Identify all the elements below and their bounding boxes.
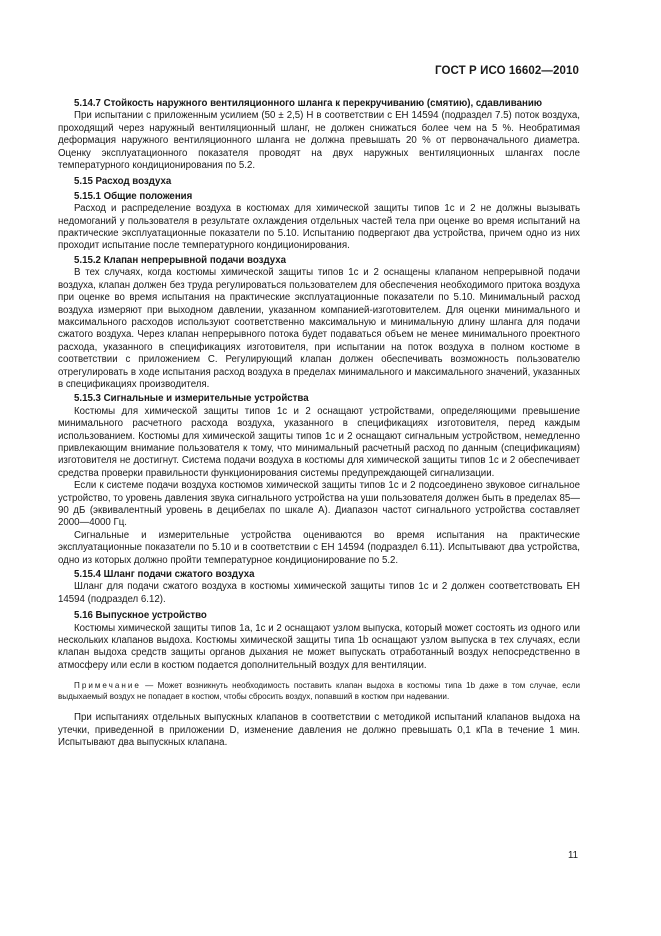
note-label: Примечание [74, 681, 141, 691]
paragraph-5-15-3-b: Если к системе подачи воздуха костюмов химической защиты типов 1с и 2 подсоединено звуковое сигнальное устройство, то уровень давления звука сигнального устройства на уши пользователя должен быть в пределах 85—90 дБ (эквивалентный уровень в децибелах по шкале А). Диапазон частот сигнального устройства составляет 2000—4000 Гц. [58, 480, 580, 529]
paragraph-5-15-2: В тех случаях, когда костюмы химической защиты типов 1с и 2 оснащены клапаном непрерывной подачи воздуха, клапан должен без труда регулироваться пользователем для обеспечения необходимого притока воздуха при оценке во время испытания на практические эксплуатационные показатели по 5.10. Минимальный расход воздуха измеряют при выходном давлении, указанном компанией-изготовителем. Для оценки минимального и максимального расходов используют соответственно максимальную и минимальную длину шланга для подачи сжатого воздуха. Через клапан непрерывного потока будет подаваться объем не менее минимального проектного расхода, указанного в спецификациях изготовителя, при испытании на поток воздуха в полном костюме в соответствии с приложением С. Регулирующий клапан должен обеспечивать возможность пользователю отрегулировать в ходе испытания расход воздуха в пределах минимального и максимального значений, указанных в спецификациях производителя. [58, 267, 580, 390]
heading-5-15-1: 5.15.1 Общие положения [74, 190, 193, 202]
note [58, 680, 580, 702]
heading-5-15-3: 5.15.3 Сигнальные и измерительные устройства [74, 393, 309, 405]
heading-5-15-4: 5.15.4 Шланг подачи сжатого воздуха [74, 569, 255, 581]
heading-5-14-7: 5.14.7 Стойкость наружного вентиляционного шланга к перекручиванию (смятию), сдавливанию [74, 98, 543, 109]
heading-5-15-2: 5.15.2 Клапан непрерывной подачи воздуха [74, 254, 287, 266]
paragraph-5-15-1: Расход и распределение воздуха в костюмах для химической защиты типов 1с и 2 не должны вызывать недомоганий у пользователя в результате охлаждения отдельных частей тела при оценке во время испытаний на практические эксплуатационные показатели по 5.10. Испытанию подвергают два устройства, причем одно из них проходит испытание после температурного кондиционирования. [58, 203, 580, 252]
paragraph-5-15-3-c: Сигнальные и измерительные устройства оцениваются во время испытания на практические эксплуатационные показатели по 5.10 и в соответствии с ЕН 14594 (подраздел 6.11). Испытывают два устройства, одно из которых должно пройти температурное кондиционирование по 5.2. [58, 529, 580, 566]
heading-5-15: 5.15 Расход воздуха [74, 176, 172, 188]
document-body [58, 96, 580, 750]
document-standard-id: ГОСТ Р ИСО 16602—2010 [434, 65, 579, 77]
paragraph-5-15-3-a: Костюмы для химической защиты типов 1с и 2 оснащают устройствами, определяющими превышение минимального расчетного расхода воздуха, указанного в спецификациях изготовителя, перед каждым использованием. Костюмы для химической защиты типов 1с и 2 оснащают сигнальным устройством, немедленно привлекающим внимание пользователя к тому, что минимальный расчетный расход по данным (спецификациям) изготовителя не достигнут. Система подачи воздуха в костюмы для химической защиты типов 1с и 2 обеспечивает средства проверки правильности функционирования системы предупреждающей сигнализации. [58, 405, 580, 479]
note-text: — Может возникнуть необходимость поставить клапан выдоха в костюмы типа 1b даже в том случае, если выдыхаемый воздух не попадает в костюм, чтобы сбросить воздух, попавший в костюм при надевании. [58, 681, 580, 702]
paragraph-5-16-a: Костюмы химической защиты типов 1а, 1с и 2 оснащают узлом выпуска, который может состоять из одного или нескольких клапанов выдоха. Костюмы химической защиты типа 1b оснащают узлом выпуска в тех случаях, если клапан выдоха средств защиты органов дыхания не может выпускать отработанный воздух непосредственно в атмосферу или если в костюм подается дополнительный воздух для вентиляции. [58, 622, 580, 671]
heading-5-16: 5.16 Выпускное устройство [74, 610, 207, 622]
page-number: 11 [567, 850, 578, 861]
paragraph-5-14-7: При испытании с приложенным усилием (50 ± 2,5) Н в соответствии с ЕН 14594 (подраздел 7.5) поток воздуха, проходящий через наружный вентиляционный шланг, не должен снижаться более чем на 5 %. Необратимая деформация наружного вентиляционного шланга не должна превышать 20 % от первоначального диаметра. Оценку эксплуатационного показателя проводят на двух наружных вентиляционных шлангах после температурного кондиционирования по 5.2. [58, 110, 580, 172]
paragraph-5-16-b: При испытаниях отдельных выпускных клапанов в соответствии с методикой испытаний клапанов выдоха на утечки, приведенной в приложении D, изменение давления не должно превышать 0,1 кПа в течение 1 мин. Испытывают два выпускных клапана. [58, 712, 580, 749]
paragraph-5-15-4: Шланг для подачи сжатого воздуха в костюмы химической защиты типов 1с и 2 должен соответствовать ЕН 14594 (подраздел 6.12). [58, 581, 580, 605]
